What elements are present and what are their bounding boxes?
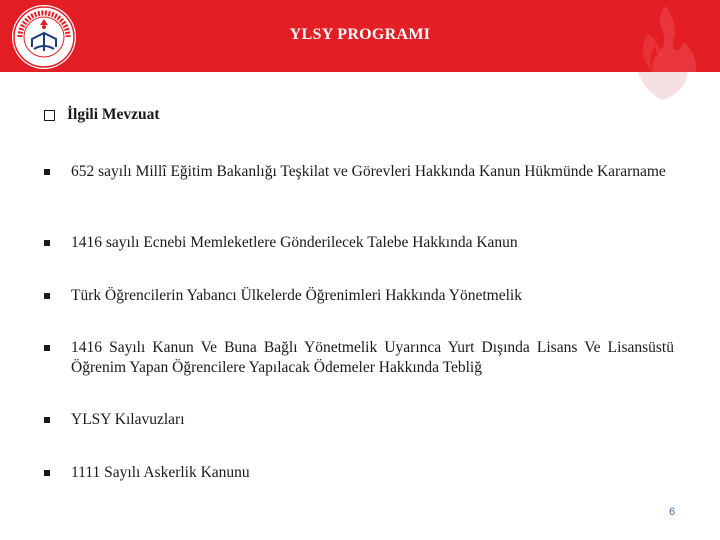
- list-item-text: 1416 sayılı Ecnebi Memleketlere Gönderilecek Talebe Hakkında Kanun: [71, 234, 518, 251]
- square-bullet-icon: [44, 417, 50, 423]
- list-item: [44, 338, 674, 378]
- list-item-text: YLSY Kılavuzları: [71, 411, 185, 428]
- list-item: [44, 410, 674, 430]
- square-bullet-icon: [44, 169, 50, 175]
- list-item: [44, 286, 674, 306]
- section-heading-text: İlgili Mevzuat: [67, 106, 160, 123]
- flame-fade-decoration: [628, 72, 698, 102]
- square-bullet-icon: [44, 345, 50, 351]
- list-item: [44, 463, 674, 483]
- section-heading: [44, 106, 160, 124]
- flame-icon: [618, 4, 708, 72]
- header-bar: [0, 0, 720, 72]
- presentation-title: YLSY PROGRAMI: [289, 26, 431, 43]
- list-item: [44, 162, 674, 182]
- page-number: 6: [668, 506, 676, 518]
- list-item-text: Türk Öğrencilerin Yabancı Ülkelerde Öğrenimleri Hakkında Yönetmelik: [71, 287, 522, 304]
- list-item-text: 1111 Sayılı Askerlik Kanunu: [71, 464, 250, 481]
- list-item-text: 1416 Sayılı Kanun Ve Buna Bağlı Yönetmelik Uyarınca Yurt Dışında Lisans Ve Lisansüstü Öğrenim Yapan Öğrencilere Yapılacak Ödemeler Hakkında Tebliğ: [71, 339, 674, 376]
- square-bullet-icon: [44, 470, 50, 476]
- list-item-text: 652 sayılı Millî Eğitim Bakanlığı Teşkilat ve Görevleri Hakkında Kanun Hükmünde Kararname: [71, 163, 666, 180]
- square-bullet-icon: [44, 240, 50, 246]
- list-item: [44, 233, 674, 253]
- square-bullet-icon: [44, 293, 50, 299]
- checkbox-bullet-icon: [44, 110, 55, 121]
